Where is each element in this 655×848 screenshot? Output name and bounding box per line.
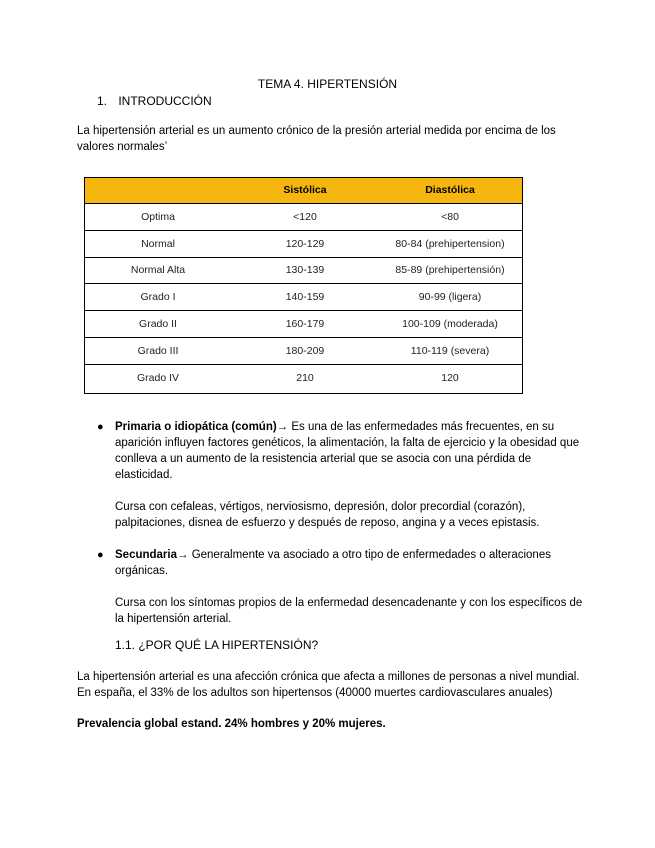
table-cell: 85-89 (prehipertensión) — [378, 257, 522, 284]
bullet-item-secundaria — [97, 547, 587, 627]
arrow-icon: → — [276, 421, 289, 433]
table-cell: Normal Alta — [84, 257, 232, 284]
table-row — [84, 204, 522, 231]
subsection-heading: 1.1. ¿POR QUÉ LA HIPERTENSIÓN? — [115, 638, 319, 652]
arrow-icon: → — [177, 549, 189, 561]
table-row — [84, 337, 522, 364]
table-cell: 100-109 (moderada) — [378, 311, 522, 338]
table-header-row — [84, 177, 522, 204]
bullet-term: Secundaria — [115, 549, 177, 561]
bullet-term: Primaria o idiopática (común) — [115, 421, 277, 433]
section-heading — [97, 94, 212, 108]
table-cell: Grado I — [84, 284, 232, 311]
section-number: 1. — [97, 94, 108, 108]
table-cell: Grado III — [84, 337, 232, 364]
bullet-text: Es una de las enfermedades más frecuentes, en su aparición influyen factores genéticos, la alimentación, la falta de ejercicio y la obesidad que conlleva a un aumento de la resistencia arterial que se asocia con una pérdida de elasticidad. — [115, 421, 580, 481]
table-header-cell — [84, 177, 232, 204]
paragraph-bold-prevalence: Prevalencia global estand. 24% hombres y 20% mujeres. — [77, 718, 386, 730]
intro-paragraph: La hipertensión arterial es un aumento crónico de la presión arterial medida por encima de los valores normales’ — [77, 125, 556, 153]
section-title: INTRODUCCIÓN — [118, 94, 212, 108]
table-row — [84, 284, 522, 311]
table-header-cell: Sistólica — [232, 177, 378, 204]
table-cell: <120 — [232, 204, 378, 231]
table-header-cell: Diastólica — [378, 177, 522, 204]
table-cell: 140-159 — [232, 284, 378, 311]
table-cell: Normal — [84, 230, 232, 257]
table-cell: Grado II — [84, 311, 232, 338]
table-cell: 210 — [296, 371, 314, 384]
table-cell: 130-139 — [232, 257, 378, 284]
table-cell: 110-119 (severa) — [378, 337, 522, 364]
table-cell: Optima — [84, 204, 232, 231]
bullet-item-primaria — [97, 419, 587, 531]
bullet-extra-text: Cursa con los síntomas propios de la enfermedad desencadenante y con los específicos de la hipertensión arterial. — [115, 597, 583, 625]
blood-pressure-table — [84, 177, 522, 391]
table-row — [84, 230, 522, 257]
table-cell: 160-179 — [232, 311, 378, 338]
table-row — [84, 257, 522, 284]
table-row — [84, 364, 522, 390]
table-cell: 180-209 — [232, 337, 378, 364]
bullet-dot-icon: ● — [97, 421, 104, 433]
table-cell: 120-129 — [232, 230, 378, 257]
table-cell: 90-99 (ligera) — [378, 284, 522, 311]
table-cell: Grado IV — [136, 371, 180, 384]
bullet-text: Generalmente va asociado a otro tipo de enfermedades o alteraciones orgánicas. — [115, 549, 551, 577]
bullet-dot-icon: ● — [97, 549, 104, 561]
paragraph-prevalence: La hipertensión arterial es una afección crónica que afecta a millones de personas a nivel mundial. En españa, el 33% de los adultos son hipertensos (40000 muertes cardiovasculares anuales) — [77, 671, 580, 699]
table-row — [84, 311, 522, 338]
table-cell: 120 — [441, 371, 459, 384]
document-title: TEMA 4. HIPERTENSIÓN — [257, 77, 398, 91]
bullet-list — [97, 419, 587, 643]
bullet-extra-text: Cursa con cefaleas, vértigos, nerviosismo, depresión, dolor precordial (corazón), palpitaciones, disnea de esfuerzo y después de reposo, angina y a veces epistasis. — [115, 501, 540, 529]
table-cell: <80 — [378, 204, 522, 231]
table-cell: 80-84 (prehipertension) — [378, 230, 522, 257]
